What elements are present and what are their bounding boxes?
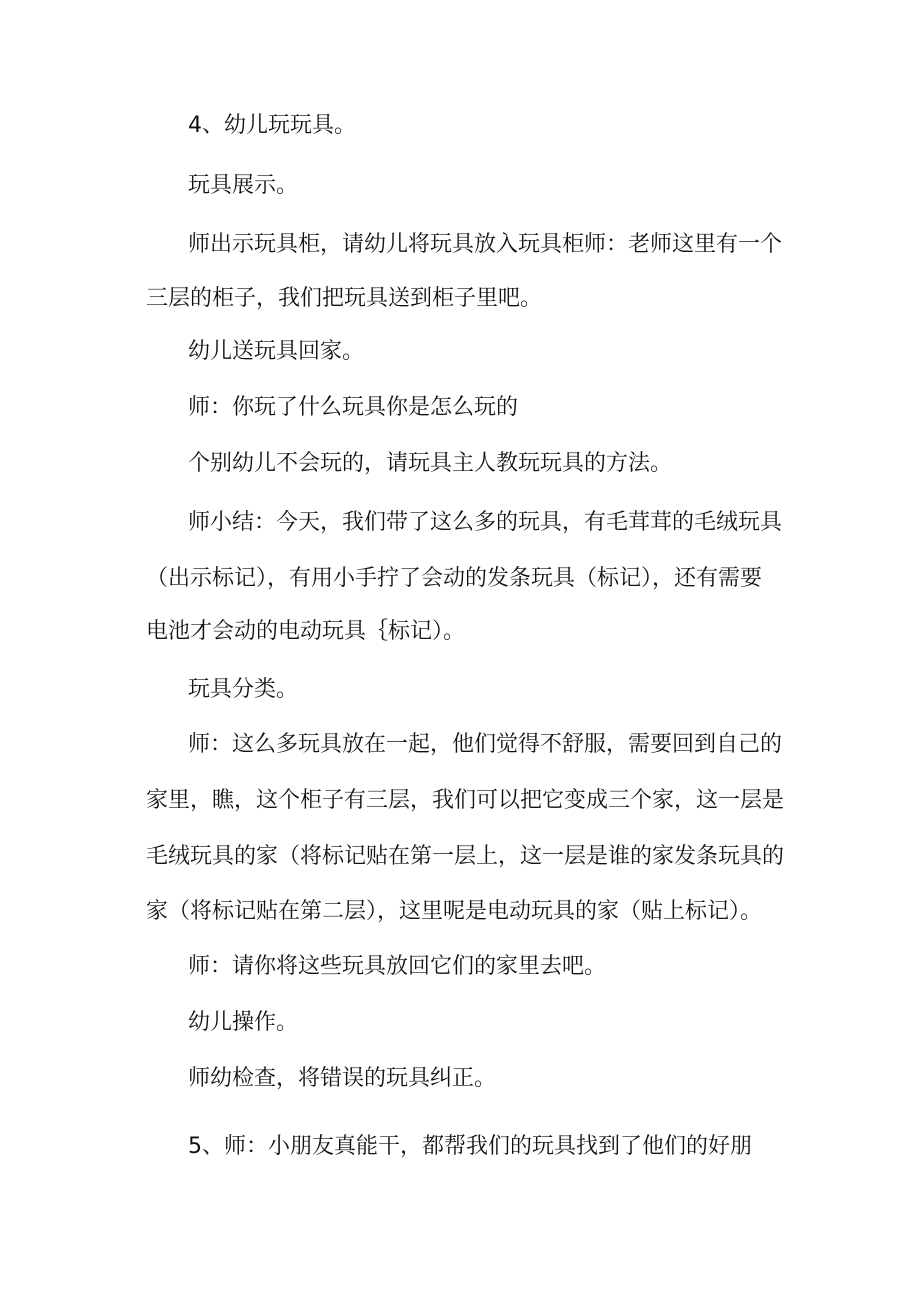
paragraph-line: 师出示玩具柜，请幼儿将玩具放入玩具柜师：老师这里有一个	[188, 232, 783, 257]
paragraph-line: 个别幼儿不会玩的，请玩具主人教玩玩具的方法。	[188, 451, 673, 476]
paragraph-line: 师：这么多玩具放在一起，他们觉得不舒服，需要回到自己的	[188, 732, 783, 757]
paragraph-line: 幼儿送玩具回家。	[188, 339, 365, 364]
paragraph-line: 师：你玩了什么玩具你是怎么玩的	[188, 395, 519, 420]
paragraph-toy-classification: 玩具分类。	[188, 677, 299, 702]
paragraph-line: 师：请你将这些玩具放回它们的家里去吧。	[188, 954, 607, 979]
paragraph-step-5	[188, 1132, 828, 1162]
paragraph-line: 师幼检查，将错误的玩具纠正。	[188, 1066, 497, 1091]
paragraph-line: 毛绒玩具的家（将标记贴在第一层上，这一层是谁的家发条玩具的	[146, 844, 785, 869]
paragraph-line: 三层的柜子，我们把玩具送到柜子里吧。	[146, 286, 543, 311]
paragraph-line: 幼儿操作。	[188, 1010, 299, 1035]
step-number: 5	[188, 1134, 202, 1159]
paragraph-line: 师小结：今天，我们带了这么多的玩具，有毛茸茸的毛绒玩具	[188, 510, 783, 535]
paragraph-line: 家（将标记贴在第二层），这里呢是电动玩具的家（贴上标记）。	[146, 899, 763, 924]
paragraph-line: 家里，瞧，这个柜子有三层，我们可以把它变成三个家，这一层是	[146, 788, 785, 813]
step-number: 4	[188, 113, 202, 138]
line-text: 、幼儿玩玩具。	[202, 113, 357, 138]
paragraph-line: 电池才会动的电动玩具｛标记）。	[146, 619, 466, 644]
paragraph-toy-display: 玩具展示。	[188, 173, 299, 198]
paragraph-line: （出示标记），有用小手拧了会动的发条玩具（标记），还有需要	[146, 566, 763, 591]
paragraph-step-4-heading	[188, 111, 828, 141]
line-text: 、师：小朋友真能干，都帮我们的玩具找到了他们的好朋	[202, 1134, 753, 1159]
